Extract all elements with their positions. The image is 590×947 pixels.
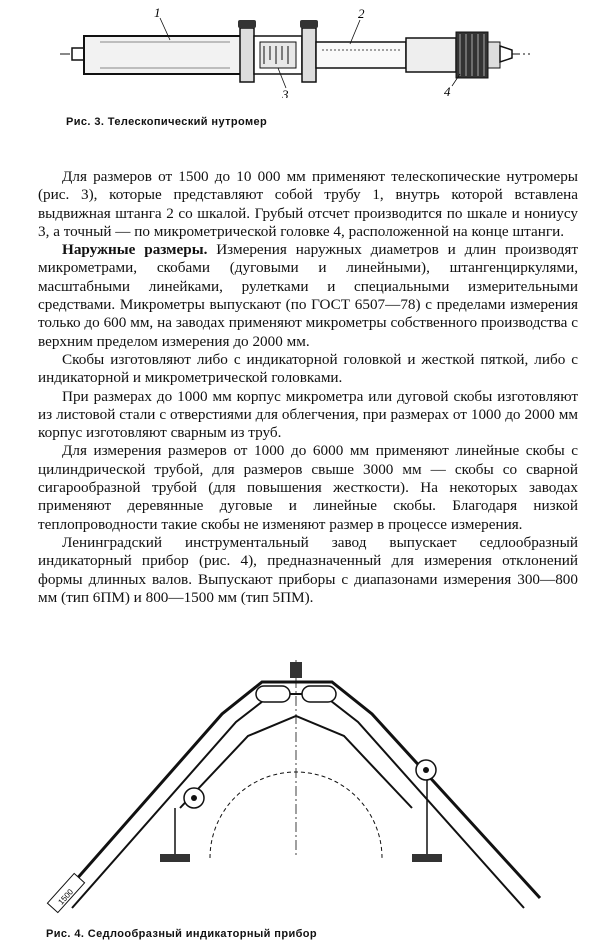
paragraph-lead: Наружные размеры. bbox=[62, 241, 208, 259]
paragraph-text: Ленинградский инструментальный завод выпускает седлообразный индикаторный прибор (рис. 4), предназначенный для измерения отклонений формы длинных валов. Выпускают приборы с диапазонами измерения 300—800 мм (тип 6ПМ) и 800—1500 мм (тип 5ПМ). bbox=[38, 533, 578, 606]
paragraph bbox=[38, 388, 578, 443]
figure-3-caption: Рис. 3. Телескопический нутромер bbox=[66, 116, 268, 128]
label-1: 1 bbox=[154, 6, 161, 20]
paragraph bbox=[38, 351, 578, 388]
paragraph bbox=[38, 241, 578, 351]
paragraph-text: При размерах до 1000 мм корпус микрометра или дуговой скобы изготовляют из листовой стали с отверстиями для облегчения, при размерах от 1000 до 2000 мм корпус изготовляют сварным из труб. bbox=[38, 387, 578, 442]
paragraph bbox=[38, 442, 578, 533]
label-2: 2 bbox=[358, 6, 365, 21]
label-4: 4 bbox=[444, 84, 451, 98]
body-text bbox=[38, 168, 578, 607]
figure-telescopic-micrometer bbox=[60, 6, 530, 98]
paragraph bbox=[38, 168, 578, 241]
paragraph-text: Скобы изготовляют либо с индикаторной головкой и жесткой пяткой, либо с индикаторной и микрометрической головками. bbox=[38, 350, 578, 387]
paragraph bbox=[38, 534, 578, 607]
paragraph-text: Измерения наружных диаметров и длин производят микрометрами, скобами (дуговыми и линейными), штангенциркулями, масштабными линейками, рулетками и специальными измерительными средствами. Микрометры выпускают (по ГОСТ 6507—78) с пределами измерения только до 600 мм, на заводах применяют микрометры собственного производства с верхним пределом измерения до 2000 мм. bbox=[38, 241, 578, 350]
figure-4-caption: Рис. 4. Седлообразный индикаторный прибор bbox=[46, 928, 318, 940]
paragraph-text: Для измерения размеров от 1000 до 6000 мм применяют линейные скобы с цилиндрической трубой, для размеров свыше 3000 мм — скобы со сварной сигарообразной трубой (для повышения жесткости). На некоторых заводах применяют деревянные дуговые и линейные скобы. Благодаря низкой теплопроводности такие скобы не изменяют размер в процессе измерения. bbox=[38, 442, 578, 533]
figure-saddle-indicator bbox=[40, 658, 580, 920]
scale-label: 1500 bbox=[56, 887, 76, 907]
paragraph-text: Для размеров от 1500 до 10 000 мм применяют телескопические нутромеры (рис. 3), которые представляют собой трубу 1, внутрь которой вставлена выдвижная штанга 2 со шкалой. Грубый отсчет производится по шкале и нониусу 3, а точный — по микрометрической головке 4, расположенной на конце штанги. bbox=[38, 168, 578, 240]
label-3: 3 bbox=[282, 87, 289, 98]
